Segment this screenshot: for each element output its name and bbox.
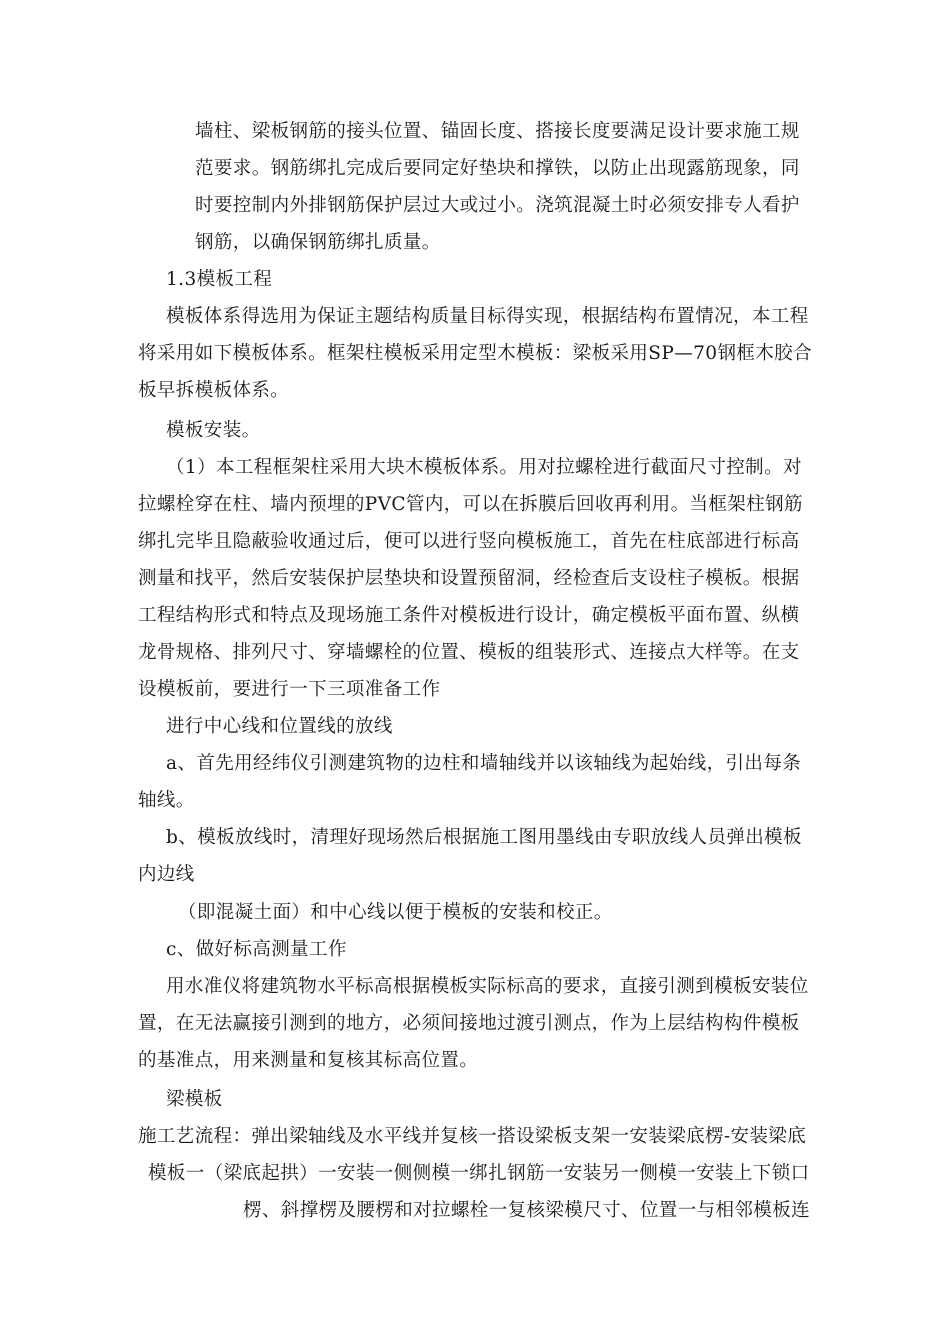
text-line-23: c、做好标高测量工作 — [166, 939, 347, 960]
text-line-29: 模板一（梁底起拱）一安装一侧侧模一绑扎钢筋一安装另一侧模一安装上下锁口 — [148, 1163, 810, 1184]
text-line-8: 板早拆模板体系。 — [138, 380, 290, 401]
text-line-11: 拉螺栓穿在柱、墙内预埋的PVC管内，可以在拆膜后回收再利用。当框架柱钢筋 — [138, 494, 803, 515]
text-line-28: 施工艺流程：弹出梁轴线及水平线并复核一搭设梁板支架一安装梁底楞-安装梁底 — [138, 1126, 807, 1147]
text-line-14: 工程结构形式和特点及现场施工条件对模板进行设计，确定模板平面布置、纵横 — [138, 605, 800, 626]
text-line-13: 测量和找平，然后安装保护层垫块和设置预留洞，经检查后支设柱子模板。根据 — [138, 568, 800, 589]
subheading-beam-formwork: 梁模板 — [166, 1089, 223, 1110]
subheading-formwork-install: 模板安装。 — [166, 420, 261, 441]
subheading-layout-lines: 进行中心线和位置线的放线 — [166, 716, 393, 737]
text-line-20: b、模板放线时，清理好现场然后根据施工图用墨线由专职放线人员弹出模板 — [166, 827, 802, 848]
text-line-6: 模板体系得选用为保证主题结构质量目标得实现，根据结构布置情况，本工程 — [166, 306, 809, 327]
text-line-1: 墙柱、梁板钢筋的接头位置、锚固长度、搭接长度要满足设计要求施工规 — [195, 121, 800, 142]
text-line-15: 龙骨规格、排列尺寸、穿墙螺栓的位置、模板的组装形式、连接点大样等。在支 — [138, 642, 800, 663]
text-line-16: 设模板前，要进行一下三项准备工作 — [138, 679, 441, 700]
text-line-25: 置，在无法赢接引测到的地方，必须间接地过渡引测点，作为上层结构构件模板 — [138, 1013, 800, 1034]
text-line-12: 绑扎完毕且隐蔽验收通过后，便可以进行竖向模板施工，首先在柱底部进行标高 — [138, 531, 800, 552]
text-line-18: a、首先用经纬仪引测建筑物的边柱和墙轴线并以该轴线为起始线，引出每条 — [166, 753, 802, 774]
text-line-4: 钢筋，以确保钢筋绑扎质量。 — [195, 232, 441, 253]
text-line-19: 轴线。 — [138, 790, 195, 811]
text-line-26: 的基准点，用来测量和复核其标高位置。 — [138, 1050, 479, 1071]
section-heading: 1.3模板工程 — [166, 269, 273, 290]
text-line-3: 时要控制内外排钢筋保护层过大或过小。浇筑混凝土时必须安排专人看护 — [195, 195, 800, 216]
text-line-21: 内边线 — [138, 864, 195, 885]
text-line-7: 将采用如下模板体系。框架柱模板采用定型木模板：梁板采用SP—70钢框木胶合 — [138, 343, 812, 364]
text-line-22: （即混凝土面）和中心线以便于模板的安装和校正。 — [178, 902, 613, 923]
text-line-24: 用水准仪将建筑物水平标高根据模板实际标高的要求，直接引测到模板安装位 — [166, 976, 809, 997]
text-line-10: （1）本工程框架柱采用大块木模板体系。用对拉螺栓进行截面尺寸控制。对 — [166, 457, 802, 478]
text-line-30: 楞、斜撑楞及腰楞和对拉螺栓一复核梁模尺寸、位置一与相邻模板连 — [243, 1200, 811, 1221]
text-line-2: 范要求。钢筋绑扎完成后要同定好垫块和撑铁，以防止出现露筋现象，同 — [195, 158, 800, 179]
